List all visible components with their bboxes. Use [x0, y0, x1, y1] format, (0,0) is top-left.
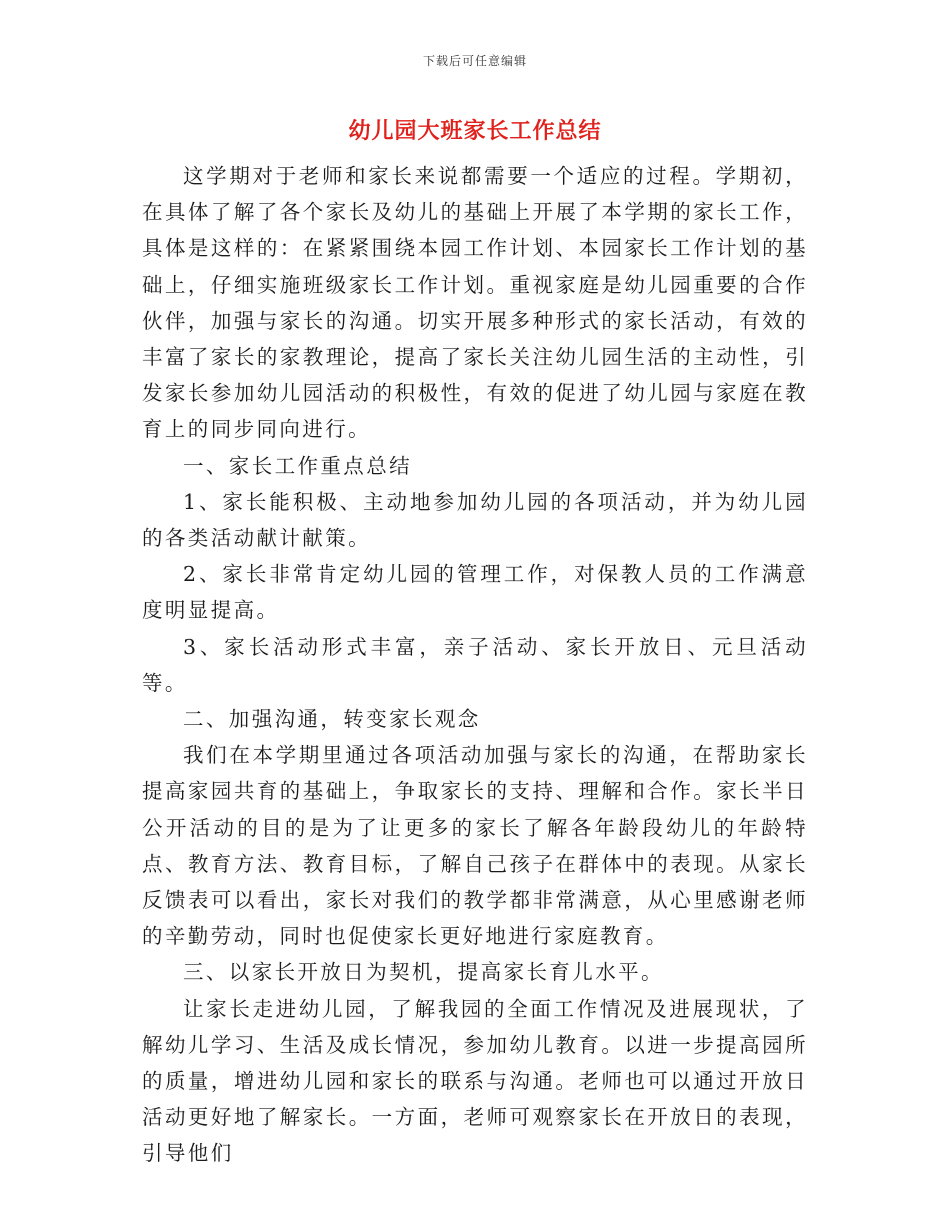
document-body: [142, 158, 808, 1172]
section-heading-1: 一、家长工作重点总结: [183, 453, 412, 478]
header-note: 下载后可任意编辑: [422, 54, 527, 68]
paragraph-open-day: 让家长走进幼儿园，了解我园的全面工作情况及进展现状，了解幼儿学习、生活及成长情况，参加幼儿教育。以进一步提高园所的质量，增进幼儿园和家长的联系与沟通。老师也可以通过开放日活动更好地了解家长。一方面，老师可观察家长在开放日的表现，引导他们: [142, 996, 808, 1166]
document-title: 幼儿园大班家长工作总结: [348, 118, 602, 144]
paragraph-intro: 这学期对于老师和家长来说都需要一个适应的过程。学期初，在具体了解了各个家长及幼儿的基础上开展了本学期的家长工作，具体是这样的：在紧紧围绕本园工作计划、本园家长工作计划的基础上，仔细实施班级家长工作计划。重视家庭是幼儿园重要的合作伙伴，加强与家长的沟通。切实开展多种形式的家长活动，有效的丰富了家长的家教理论，提高了家长关注幼儿园生活的主动性，引发家长参加幼儿园活动的积极性，有效的促进了幼儿园与家庭在教育上的同步同向进行。: [142, 164, 808, 442]
section-heading-3: 三、以家长开放日为契机，提高家长育儿水平。: [183, 960, 664, 985]
list-item-2: 2、家长非常肯定幼儿园的管理工作，对保教人员的工作满意度明显提高。: [142, 562, 808, 623]
list-item-1: 1、家长能积极、主动地参加幼儿园的各项活动，并为幼儿园的各类活动献计献策。: [142, 489, 808, 551]
paragraph-communication: 我们在本学期里通过各项活动加强与家长的沟通，在帮助家长提高家园共育的基础上，争取家长的支持、理解和合作。家长半日公开活动的目的是为了让更多的家长了解各年龄段幼儿的年龄特点、教育方法、教育目标，了解自己孩子在群体中的表现。从家长反馈表可以看出，家长对我们的教学都非常满意，从心里感谢老师的辛勤劳动，同时也促使家长更好地进行家庭教育。: [142, 743, 808, 949]
section-heading-2: 二、加强沟通，转变家长观念: [183, 707, 481, 732]
list-item-3: 3、家长活动形式丰富，亲子活动、家长开放日、元旦活动等。: [142, 634, 808, 695]
